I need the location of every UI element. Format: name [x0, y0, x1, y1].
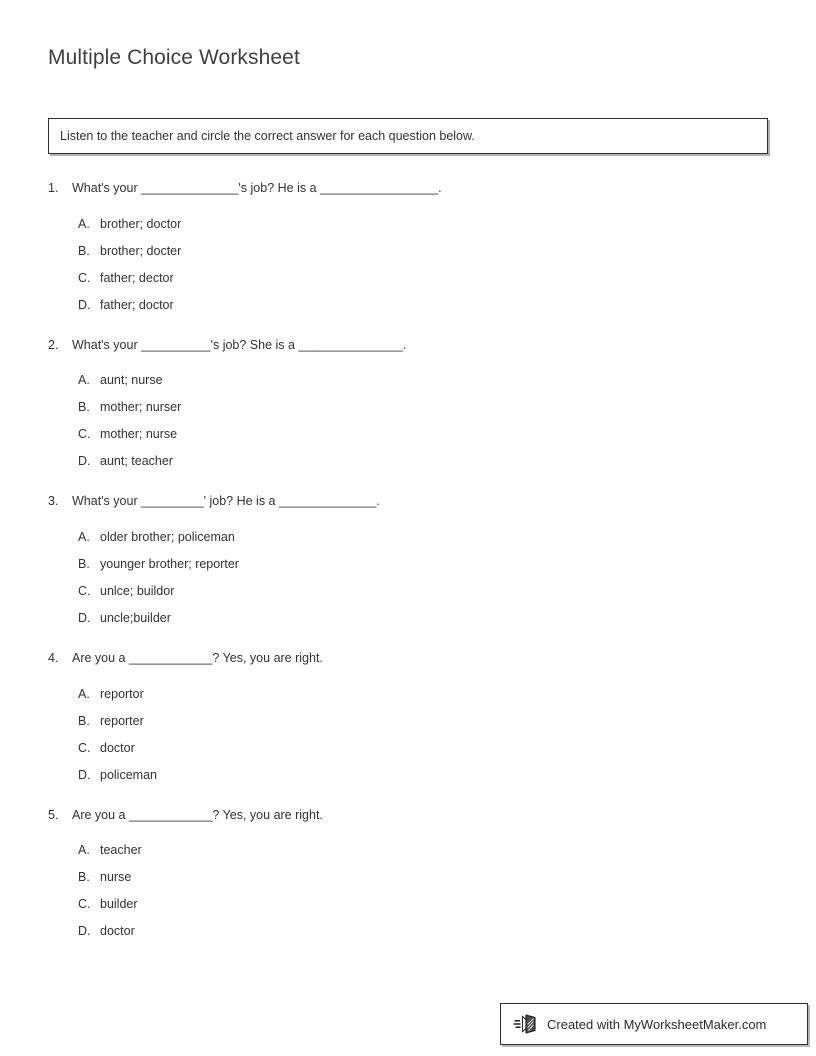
option-text: builder: [100, 897, 138, 912]
option-text: uncle;builder: [100, 610, 171, 625]
question-block: [0, 338, 816, 476]
option-list: [0, 211, 816, 319]
option-letter: D.: [78, 610, 91, 625]
question-number: 4.: [48, 650, 59, 665]
option-row[interactable]: [0, 837, 816, 864]
option-text: aunt; nurse: [100, 373, 163, 388]
question-block: [0, 181, 816, 319]
option-letter: D.: [78, 767, 91, 782]
question-number: 3.: [48, 494, 59, 509]
option-row[interactable]: [0, 265, 816, 292]
option-letter: B.: [78, 870, 90, 885]
option-row[interactable]: [0, 864, 816, 891]
question-text: What's your ______________'s job? He is a _________________.: [72, 181, 442, 195]
option-row[interactable]: [0, 578, 816, 605]
option-row[interactable]: [0, 735, 816, 762]
option-list: [0, 681, 816, 789]
footer-badge[interactable]: [500, 1003, 808, 1045]
option-row[interactable]: [0, 918, 816, 945]
instruction-text: Listen to the teacher and circle the correct answer for each question below.: [60, 128, 475, 143]
option-letter: A.: [78, 686, 90, 701]
option-letter: A.: [78, 843, 90, 858]
option-row[interactable]: [0, 367, 816, 394]
option-list: [0, 837, 816, 945]
option-row[interactable]: [0, 708, 816, 735]
question-text: Are you a ____________? Yes, you are right.: [72, 650, 323, 665]
option-letter: D.: [78, 297, 91, 312]
option-text: unlce; buildor: [100, 583, 175, 598]
question-block: [0, 808, 816, 946]
instruction-box: [48, 118, 768, 154]
option-text: father; dector: [100, 270, 174, 285]
option-letter: C.: [78, 427, 91, 442]
question-number: 1.: [48, 181, 59, 195]
question-block: [0, 651, 816, 789]
option-text: brother; docter: [100, 243, 182, 258]
option-row[interactable]: [0, 421, 816, 448]
question-line: [0, 338, 816, 354]
question-number: 2.: [48, 337, 59, 352]
option-row[interactable]: [0, 448, 816, 475]
question-text: Are you a ____________? Yes, you are right.: [72, 807, 323, 822]
option-text: doctor: [100, 924, 135, 939]
footer-text: Created with MyWorksheetMaker.com: [547, 1016, 767, 1032]
option-row[interactable]: [0, 605, 816, 632]
option-row[interactable]: [0, 238, 816, 265]
option-text: younger brother; reporter: [100, 556, 239, 571]
option-list: [0, 524, 816, 632]
option-text: doctor: [100, 740, 135, 755]
option-letter: D.: [78, 924, 91, 939]
option-row[interactable]: [0, 211, 816, 238]
option-letter: C.: [78, 583, 91, 598]
option-text: brother; doctor: [100, 216, 182, 231]
question-line: [0, 651, 816, 667]
option-row[interactable]: [0, 681, 816, 708]
option-text: reportor: [100, 686, 144, 701]
question-line: [0, 181, 816, 197]
question-text: What's your _________' job? He is a ______________.: [72, 494, 380, 509]
option-text: teacher: [100, 843, 142, 858]
option-text: mother; nurse: [100, 427, 178, 442]
option-letter: A.: [78, 529, 90, 544]
question-line: [0, 494, 816, 510]
option-row[interactable]: [0, 394, 816, 421]
question-number: 5.: [48, 807, 59, 822]
option-text: nurse: [100, 870, 132, 885]
option-text: reporter: [100, 713, 144, 728]
option-row[interactable]: [0, 292, 816, 319]
question-text: What's your __________'s job? She is a _______________.: [72, 337, 407, 352]
option-letter: B.: [78, 556, 90, 571]
option-row[interactable]: [0, 551, 816, 578]
option-letter: A.: [78, 373, 90, 388]
option-row[interactable]: [0, 524, 816, 551]
option-text: older brother; policeman: [100, 529, 235, 544]
option-text: aunt; teacher: [100, 454, 173, 469]
option-letter: D.: [78, 454, 91, 469]
option-letter: C.: [78, 897, 91, 912]
option-row[interactable]: [0, 762, 816, 789]
option-letter: B.: [78, 243, 90, 258]
option-letter: C.: [78, 270, 91, 285]
option-letter: B.: [78, 400, 90, 415]
page-title: Multiple Choice Worksheet: [48, 46, 300, 69]
option-text: father; doctor: [100, 297, 174, 312]
option-letter: A.: [78, 216, 90, 231]
question-list: [0, 181, 816, 964]
worksheet-maker-logo-icon: [513, 1011, 539, 1037]
option-row[interactable]: [0, 891, 816, 918]
question-block: [0, 494, 816, 632]
option-letter: C.: [78, 740, 91, 755]
option-letter: B.: [78, 713, 90, 728]
option-list: [0, 367, 816, 475]
option-text: mother; nurser: [100, 400, 182, 415]
question-line: [0, 808, 816, 824]
option-text: policeman: [100, 767, 157, 782]
